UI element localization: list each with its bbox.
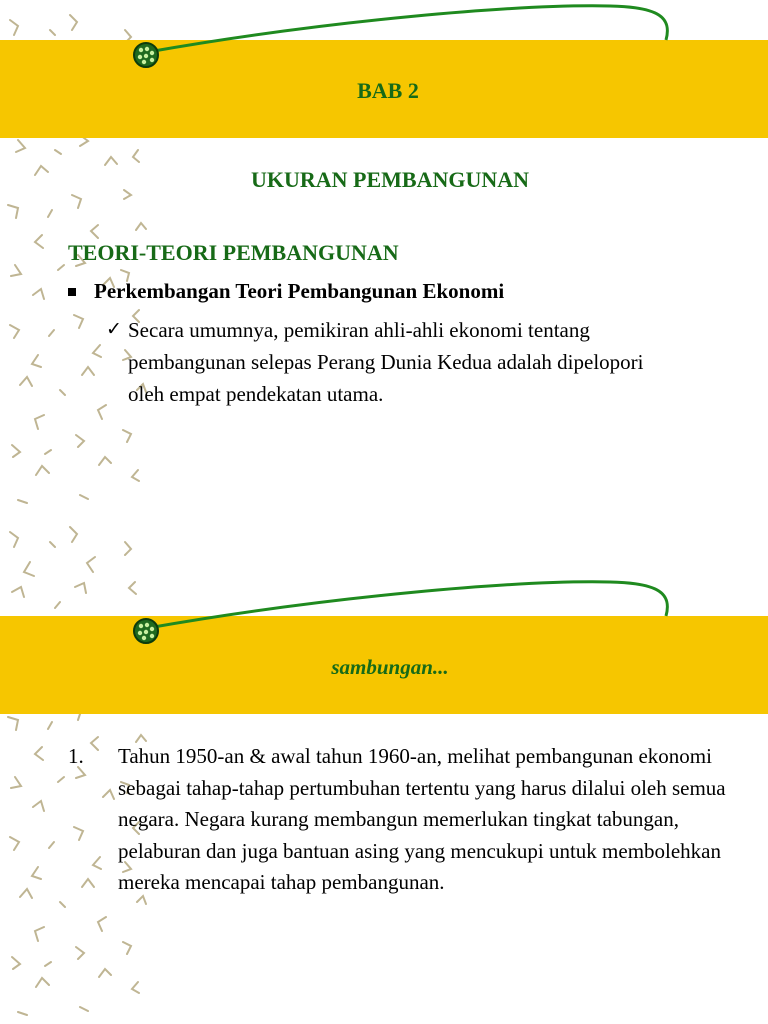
bullet-text: Perkembangan Teori Pembangunan Ekonomi (94, 279, 505, 303)
list-item (68, 741, 728, 899)
list-item-text: Tahun 1950-an & awal tahun 1960-an, melihat pembangunan ekonomi sebagai tahap-tahap pertumbuhan tertentu yang harus dilalui oleh semua negara. Negara kurang membangun memerlukan tingkat tabungan, pelaburan dan juga bantuan asing yang mencukupi untuk membolehkan mereka mencapai tahap pembangunan. (118, 744, 726, 894)
chapter-label: BAB 2 (357, 78, 419, 103)
slide-title: sambungan... (331, 655, 449, 679)
list-item-number: 1. (68, 744, 84, 768)
slide-title: UKURAN PEMBANGUNAN (250, 167, 530, 192)
check-item-text: Secara umumnya, pemikiran ahli-ahli ekonomi tentang pembangunan selepas Perang Dunia Kedua adalah dipelopori oleh empat pendekatan utama. (128, 318, 644, 406)
section-heading: TEORI-TEORI PEMBANGUNAN (68, 240, 399, 265)
slide-2 (0, 512, 768, 1024)
check-mark-icon: ✓ (106, 319, 122, 340)
square-bullet-icon (68, 288, 76, 296)
check-item (106, 314, 676, 410)
bullet-item (68, 279, 728, 304)
